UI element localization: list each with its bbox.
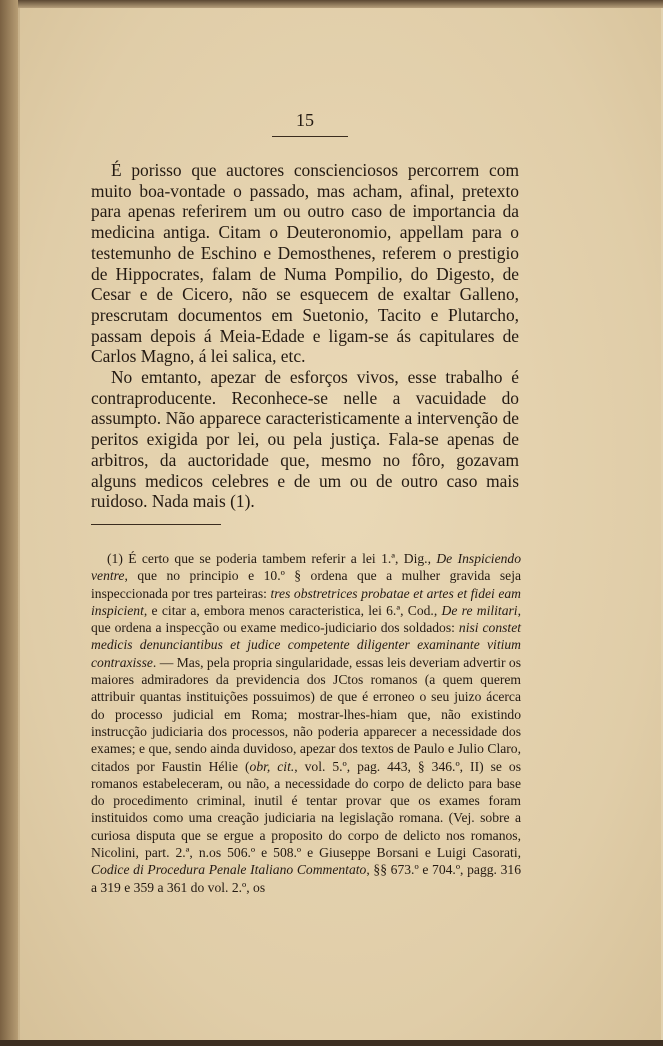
book-spine [0,0,18,1046]
footnote-rule [91,524,221,525]
paragraph-2: No emtanto, apezar de esforços vivos, esse trabalho é contraproducente. Reconhece-se nelle a vacuidade do assumpto. Não apparece caracteristicamente a intervenção de peritos exigida por lei, ou pela justiça. Fala-se apenas de arbitros, da auctoridade que, mesmo no fôro, gozavam alguns medicos celebres e de um ou de outro caso mais ruidoso. Nada mais (1). [91,367,519,512]
footnote-italic-segment: De Inspiciendo ventre [91,551,522,584]
footnote-segment: , e citar a, embora menos caracteristica, lei 6.ª, Cod., [143,602,442,618]
footnote-italic-segment: tres obstretrices probatae et artes et fidei eam inspicient [91,585,521,618]
footnote-italic-segment: nisi constet medicis denunciantibus et judice competente diligenter examinante vitium contraxisse [91,620,522,670]
footnote-segment: , que ordena a inspecção ou exame medico-judiciario dos soldados: [91,602,521,636]
footnote-segment: (1) É certo que se poderia tambem referir a lei 1.ª, Dig., [107,551,437,566]
footnote-segment: , que no principio e 10.º § ordena que a mulher gravida seja inspeccionada por tres parteiras: [91,568,521,601]
footnote-segment: . — Mas, pela propria singularidade, essas leis deveriam advertir os maiores admiradores da previdencia dos JCtos romanos (a quem querem attribuir quantas instituições possuimos) de que é erroneo o seu juizo ácerca do processo judicial em Roma; mostrar-lhes-hiam que, não existindo instrucção judiciaria dos processos, não poderia apparecer a necessidade dos exames; e que, sendo ainda duvidoso, apezar dos textos de Paulo e Julio Claro, citados por Faustin Hélie ( [91,654,521,774]
footnote-italic-segment: De re militari [441,602,518,618]
footnote [91,550,521,896]
page-top-edge [0,0,663,8]
page-number-rule [272,136,348,137]
paragraph-1: É porisso que auctores conscienciosos percorrem com muito boa-vontade o passado, mas acham, afinal, pretexto para apenas referirem um ou outro caso de importancia da medicina antiga. Citam o Deuteronomio, appellam para o testemunho de Eschino e Demosthenes, referem o prestigio de Hippocrates, falam de Numa Pompilio, do Digesto, de Cesar e de Cicero, não se esquecem de exaltar Galleno, prescrutam documentos em Suetonio, Tacito e Plutarcho, passam depois á Meia-Edade e ligam-se ás capitulares de Carlos Magno, á lei salica, etc. [91,160,519,367]
footnote-italic-segment: Codice di Procedura Penale Italiano Commentato [91,862,367,878]
footnote-text [91,550,521,896]
footnote-segment: , §§ 673.º e 704.º, pagg. 316 a 319 e 359 a 361 do vol. 2.º, os [91,862,521,895]
page-bottom-edge [0,1040,663,1046]
main-text [91,160,519,512]
footnote-italic-segment: obr, cit. [249,758,295,774]
page-number: 15 [296,110,314,130]
footnote-segment: , vol. 5.º, pag. 443, § 346.º, II) se os romanos estabeleceram, ou não, a necessidade do corpo de delicto para base do procedimento criminal, inutil é tentar provar que os exames foram instituidos como uma creação judiciaria na legislação romana. (Vej. sobre a curiosa disputa que se ergue a proposito do corpo de delicto nos romanos, Nicolini, part. 2.ª, n.os 506.º e 508.º e Giuseppe Borsani e Luigi Casorati, [91,758,521,861]
